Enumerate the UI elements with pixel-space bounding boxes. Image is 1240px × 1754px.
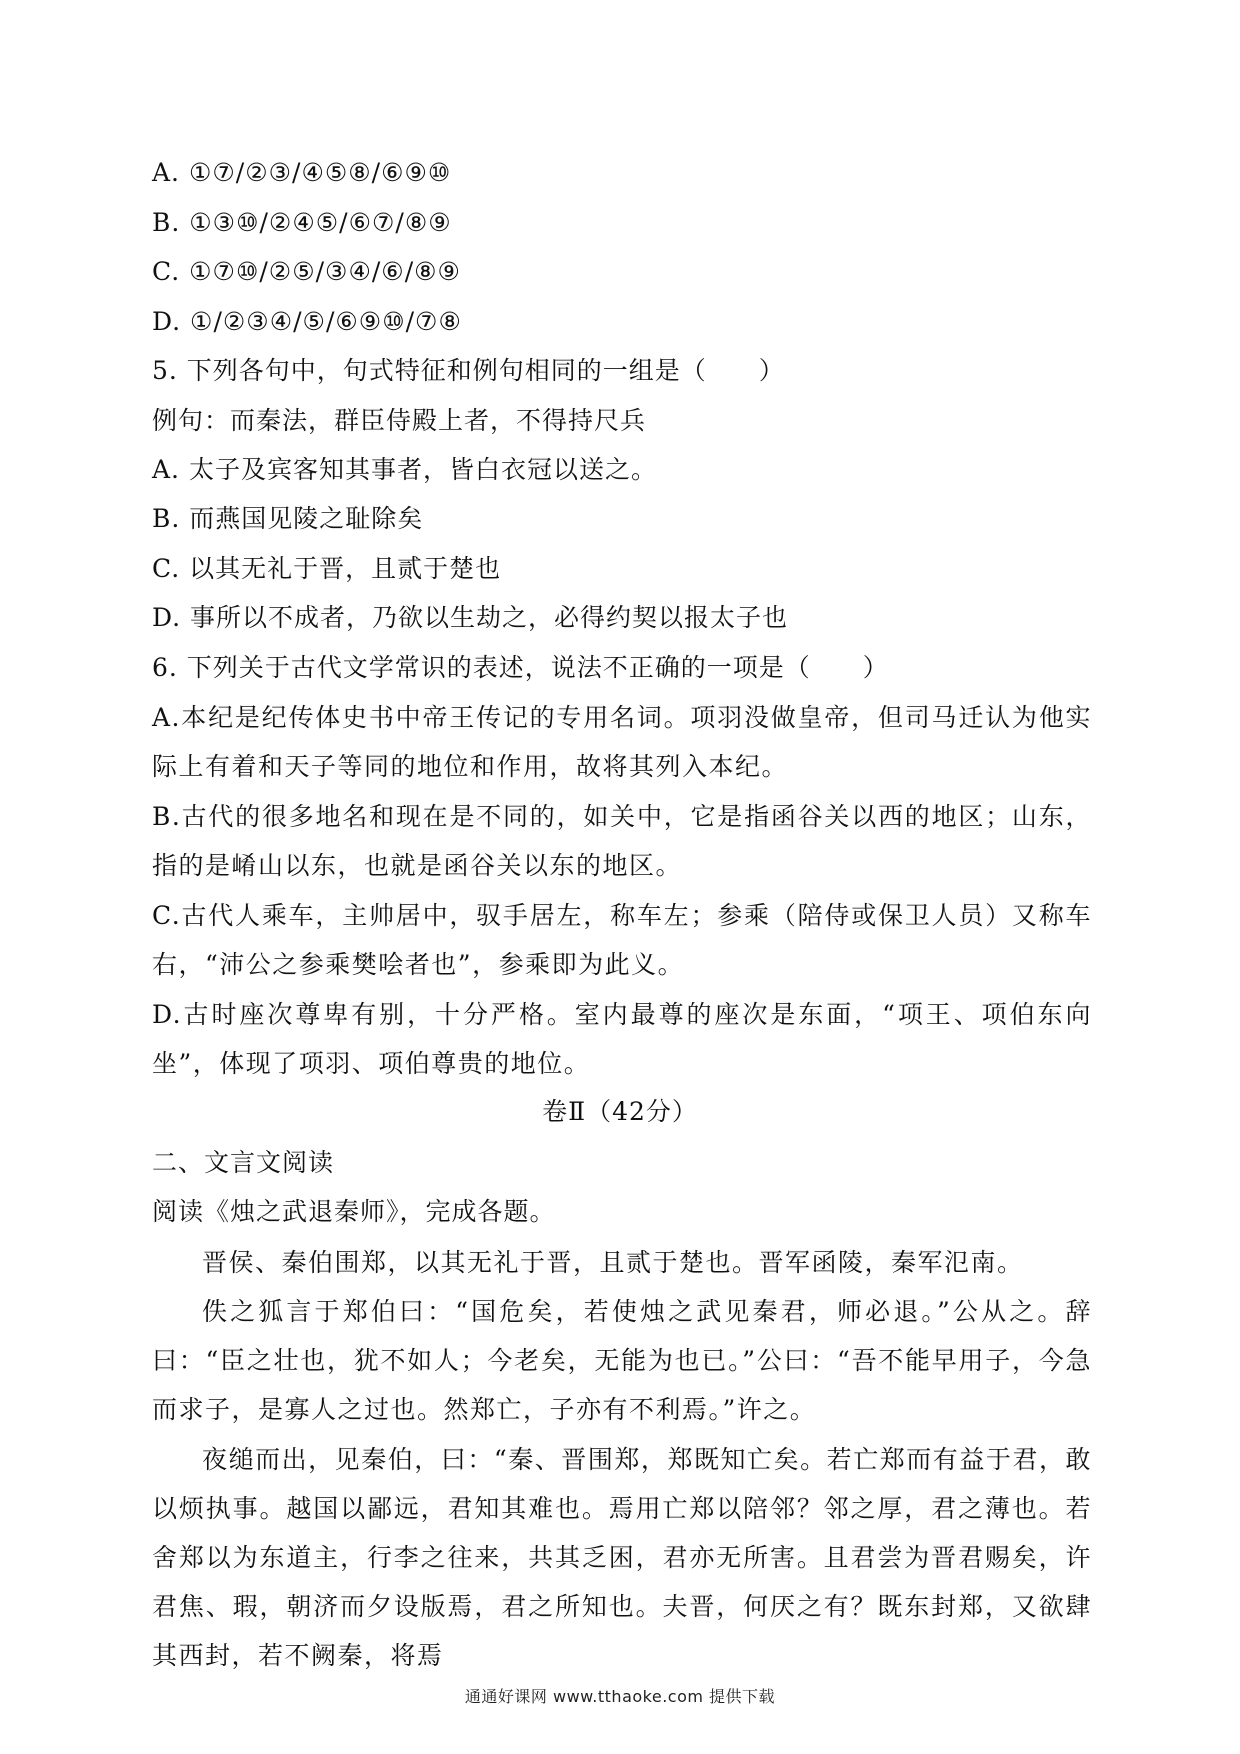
- q5-example: 例句：而秦法，群臣侍殿上者，不得持尺兵: [152, 406, 647, 435]
- q5-option-c: C. 以其无礼于晋，且贰于楚也: [152, 554, 502, 583]
- q6-option-b: B.古代的很多地名和现在是不同的，如关中，它是指函谷关以西的地区；山东，指的是崤山以东，也就是函谷关以东的地区。: [152, 802, 1092, 880]
- passage-paragraph-2: 佚之狐言于郑伯曰：“国危矣，若使烛之武见秦君，师必退。”公从之。辞曰：“臣之壮也，犹不如人；今老矣，无能为也已。”公曰：“吾不能早用子，今急而求子，是寡人之过也。然郑亡，子亦有不利焉。”许之。: [152, 1297, 1092, 1424]
- q6-option-d: D.古时座次尊卑有别，十分严格。室内最尊的座次是东面，“项王、项伯东向坐”，体现了项羽、项伯尊贵的地位。: [152, 1000, 1092, 1078]
- q5-option-d: D. 事所以不成者，乃欲以生劫之，必得约契以报太子也: [152, 603, 789, 632]
- q5-option-b: B. 而燕国见陵之耻除矣: [152, 504, 424, 533]
- q6-option-c: C.古代人乘车，主帅居中，驭手居左，称车左；参乘（陪侍或保卫人员）又称车右，“沛公之参乘樊哙者也”，参乘即为此义。: [152, 901, 1092, 979]
- q4-option-c: C. ①⑦⑩/②⑤/③④/⑥/⑧⑨: [152, 257, 461, 286]
- q6-option-a: A.本纪是纪传体史书中帝王传记的专用名词。项羽没做皇帝，但司马迁认为他实际上有着和天子等同的地位和作用，故将其列入本纪。: [152, 703, 1092, 781]
- q4-option-d: D. ①/②③④/⑤/⑥⑨⑩/⑦⑧: [152, 307, 462, 336]
- q5-stem: 5. 下列各句中，句式特征和例句相同的一组是（ ）: [152, 356, 785, 385]
- footer-watermark: 通通好课网 www.tthaoke.com 提供下载: [464, 1687, 776, 1706]
- q4-option-b: B. ①③⑩/②④⑤/⑥⑦/⑧⑨: [152, 208, 452, 237]
- q6-stem: 6. 下列关于古代文学常识的表述，说法不正确的一项是（ ）: [152, 653, 889, 682]
- volume2-title: 卷Ⅱ（42分）: [542, 1097, 698, 1126]
- q4-option-a: A. ①⑦/②③/④⑤⑧/⑥⑨⑩: [152, 158, 452, 187]
- section2-instruction: 阅读《烛之武退秦师》，完成各题。: [152, 1197, 556, 1226]
- q5-option-a: A. 太子及宾客知其事者，皆白衣冠以送之。: [152, 455, 657, 484]
- section2-heading: 二、文言文阅读: [152, 1148, 335, 1177]
- passage-paragraph-3: 夜缒而出，见秦伯，曰：“秦、晋围郑，郑既知亡矣。若亡郑而有益于君，敢以烦执事。越国以鄙远，君知其难也。焉用亡郑以陪邻？邻之厚，君之薄也。若舍郑以为东道主，行李之往来，共其乏困，君亦无所害。且君尝为晋君赐矣，许君焦、瑕，朝济而夕设版焉，君之所知也。夫晋，何厌之有？既东封郑，又欲肆其西封，若不阙秦，将焉: [152, 1445, 1092, 1670]
- passage-paragraph-1: 晋侯、秦伯围郑，以其无礼于晋，且贰于楚也。晋军函陵，秦军氾南。: [202, 1248, 1024, 1277]
